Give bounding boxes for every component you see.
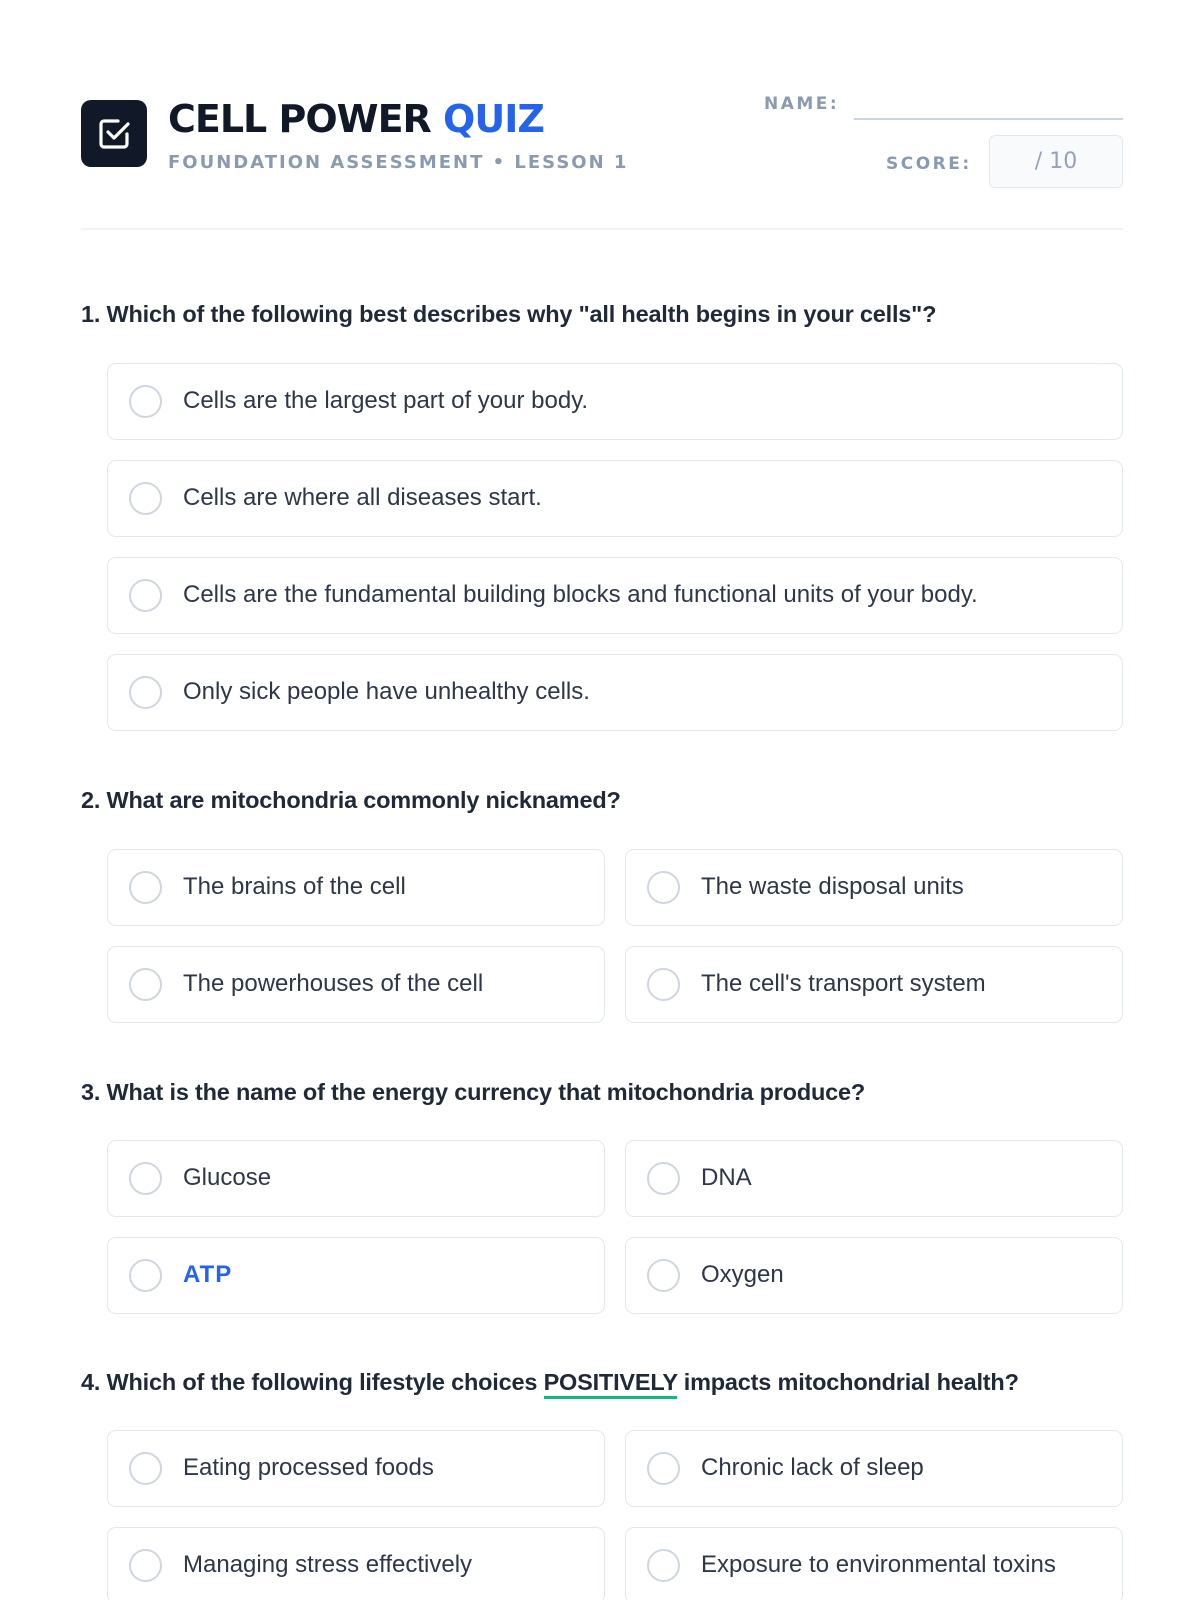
logo [81,100,147,167]
radio-button[interactable] [129,482,162,515]
option-label: DNA [701,1164,752,1191]
radio-button[interactable] [647,871,680,904]
name-label: NAME: [764,94,840,114]
page-title [168,96,544,142]
radio-button[interactable] [647,1549,680,1582]
radio-button[interactable] [129,1259,162,1292]
question-3: 3. What is the name of the energy currency that mitochondria produce? [81,1079,866,1105]
q4-option-b[interactable] [625,1430,1123,1507]
name-field[interactable] [854,118,1123,120]
option-label: The waste disposal units [701,873,964,900]
title-accent: QUIZ [443,97,544,141]
radio-button[interactable] [129,1549,162,1582]
title-main: CELL POWER [168,97,431,141]
radio-button[interactable] [647,1259,680,1292]
question-1: 1. Which of the following best describes why "all health begins in your cells"? [81,301,937,327]
option-label-highlighted: ATP [183,1261,233,1288]
header-divider [81,228,1123,230]
radio-button[interactable] [129,1162,162,1195]
radio-button[interactable] [129,385,162,418]
q3-option-a[interactable] [107,1140,605,1217]
q1-option-b[interactable] [107,460,1123,537]
radio-button[interactable] [129,871,162,904]
score-value: / 10 [1034,149,1078,174]
q3-option-b[interactable] [625,1140,1123,1217]
radio-button[interactable] [647,1162,680,1195]
q3-option-c[interactable] [107,1237,605,1314]
score-field[interactable] [989,135,1123,188]
option-label: Cells are the largest part of your body. [183,387,589,414]
radio-button[interactable] [129,968,162,1001]
question-2: 2. What are mitochondria commonly nicknamed? [81,787,621,813]
option-label: Only sick people have unhealthy cells. [183,678,590,705]
question-4-text-start: 4. Which of the following lifestyle choices [81,1369,544,1395]
option-label: The powerhouses of the cell [183,970,484,997]
option-label: Eating processed foods [183,1454,434,1481]
checkbox-icon [96,116,132,152]
score-label: SCORE: [886,154,972,174]
option-label: The cell's transport system [701,970,986,997]
q4-option-d[interactable] [625,1527,1123,1600]
radio-button[interactable] [647,1452,680,1485]
option-label: Glucose [183,1164,272,1191]
option-label: Exposure to environmental toxins [701,1551,1056,1578]
question-4-text-end: impacts mitochondrial health? [677,1369,1019,1395]
q1-option-c[interactable] [107,557,1123,634]
q4-option-c[interactable] [107,1527,605,1600]
radio-button[interactable] [129,676,162,709]
q2-option-b[interactable] [625,849,1123,926]
option-label: The brains of the cell [183,873,406,900]
q4-option-a[interactable] [107,1430,605,1507]
radio-button[interactable] [647,968,680,1001]
option-label: Cells are the fundamental building blocks and functional units of your body. [183,581,978,608]
option-label: Managing stress effectively [183,1551,473,1578]
radio-button[interactable] [129,579,162,612]
quiz-header [81,94,1123,194]
q2-option-d[interactable] [625,946,1123,1023]
radio-button[interactable] [129,1452,162,1485]
option-label: Cells are where all diseases start. [183,484,542,511]
q2-option-c[interactable] [107,946,605,1023]
q2-option-a[interactable] [107,849,605,926]
q3-option-d[interactable] [625,1237,1123,1314]
option-label: Chronic lack of sleep [701,1454,924,1481]
page-subtitle: FOUNDATION ASSESSMENT • LESSON 1 [168,152,629,173]
q1-option-d[interactable] [107,654,1123,731]
q1-option-a[interactable] [107,363,1123,440]
question-4 [81,1369,1019,1396]
question-4-emphasis: POSITIVELY [544,1369,678,1399]
option-label: Oxygen [701,1261,784,1288]
